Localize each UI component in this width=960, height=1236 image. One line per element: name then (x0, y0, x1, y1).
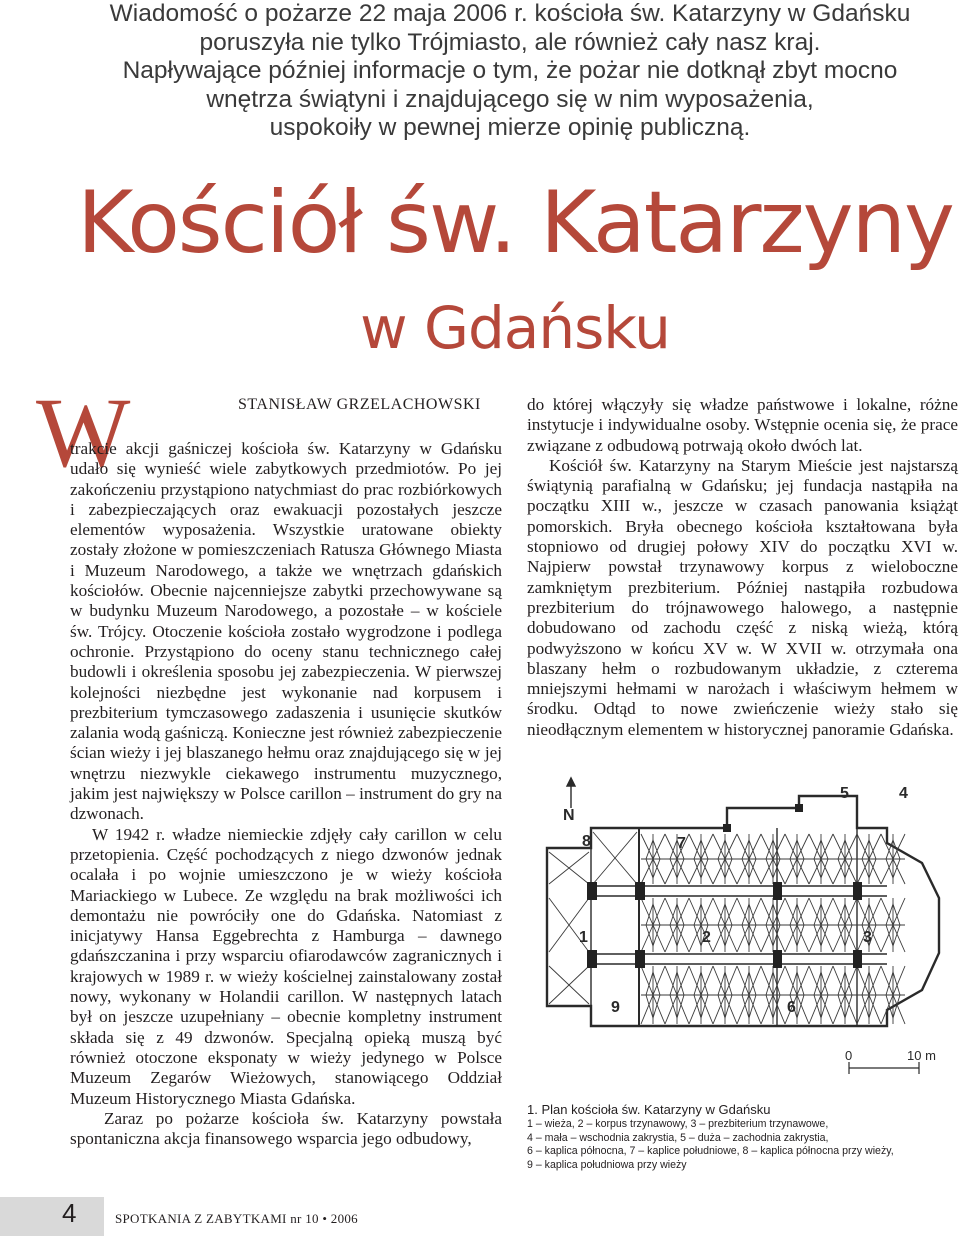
lead-line: wnętrza świątyni i znajdującego się w nim wyposażenia, (206, 85, 814, 113)
publication-name: SPOTKANIA Z ZABYTKAMI nr 10 • 2006 (115, 1211, 358, 1226)
plan-label-7: 7 (677, 835, 686, 852)
author-name: STANISŁAW GRZELACHOWSKI (238, 396, 481, 413)
drop-cap: W (36, 377, 131, 488)
caption-line: 4 – mała – wschodnia zakrystia, 5 – duża – zachodnia zakrystia, (527, 1131, 829, 1144)
caption-line: 6 – kaplica północna, 7 – kaplice południowe, 8 – kaplica północna przy wieży, (527, 1145, 894, 1157)
body-paragraph (70, 439, 502, 825)
left-column (70, 439, 502, 1149)
plan-label-5: 5 (840, 785, 849, 802)
caption-title: 1. Plan kościoła św. Katarzyny w Gdańsku (527, 1102, 771, 1117)
right-column (527, 395, 958, 740)
plan-label-1: 1 (579, 929, 588, 946)
body-paragraph: Zaraz po pożarze kościoła św. Katarzyny powstała spontaniczna akcja finansowego wsparcia jego odbudowy, (70, 1108, 502, 1149)
plan-label-6: 6 (787, 999, 796, 1016)
plan-label-4: 4 (899, 785, 908, 802)
lead-line: Wiadomość o pożarze 22 maja 2006 r. kościoła św. Katarzyny w Gdańsku (109, 0, 911, 27)
plan-label-3: 3 (863, 929, 872, 946)
caption-line: 1 – wieża, 2 – korpus trzynawowy, 3 – prezbiterium trzynawowe, (527, 1118, 829, 1130)
scale-end: 10 m (907, 1048, 936, 1063)
page-number: 4 (62, 1198, 77, 1228)
north-label: N (563, 807, 575, 824)
scale-start: 0 (845, 1048, 853, 1063)
paragraph-text: trakcie akcji gaśniczej kościoła św. Katarzyny w Gdańsku udało się wynieść wiele zabytkowych przedmiotów. Po jej zakończeniu przystąpiono natychmiast do prac rozbiórkowych i zabezpieczających oraz ewakuacji pozostałych jeszcze elementów wyposażenia. Wszystkie uratowane obiekty zostały złożone w pomieszczeniach Ratusza Głównego Miasta i Muzeum Narodowego, a także we wnętrzach gdańskich kościołów. Obecnie najcenniejsze zabytki przechowywane są w budynku Muzeum Narodowego, a pozostałe – w kościele św. Trójcy. Otoczenie kościoła zostało wygrodzone i podlega ochronie. Przystąpiono do oceny stanu technicznego całej budowli i określenia sposobu jej zabezpieczenia. W pierwszej kolejności niezbędne jest wykonanie nad korpusem i prezbiterium tymczasowego zadaszenia i usunięcie skutków zalania wodą gaśniczą. Konieczne jest również zabezpieczenie ścian wieży i jej blaszanego hełmu oraz znajdującego się w jej wnętrzu niezwykle ciekawego instrumentu muzycznego, jakim jest największy w Polsce carillon – instrument do gry na dzwonach. (70, 439, 502, 824)
body-paragraph: do której włączyły się władze państwowe i lokalne, różne instytucje i indywidualne osoby. Wstępnie ocenia się, że prace związane z odbudową potrwają około dwóch lat. (527, 395, 958, 455)
caption-line: 9 – kaplica południowa przy wieży (527, 1158, 687, 1171)
body-paragraph: W 1942 r. władze niemieckie zdjęły cały carillon w celu przetopienia. Część pochodzących z niego dzwonów jednak ocalała i po wojnie umieszczono je w wieży kościoła Mariackiego w Lubece. Ze względu na brak możliwości ich demontażu nie powróciły one do Gdańska. Natomiast z inicjatywy Hansa Eggebrechta z Hamburga – dawnego gdańszczanina i przy wsparciu ofiarodawców zagranicznych i krajowych w 1989 r. w wieży kościelnej zainstalowany został nowy, wykonany w Holandii carillon. W następnych latach był on jeszcze uzupełniany – obecnie kompletny instrument składa się z 49 dzwonów. Specjalną opieką muszą być również otoczone eksponaty w wieży jedynego w Polsce Muzeum Zegarów Wieżowych, stanowiącego Oddział Muzeum Historycznego Miasta Gdańska. (70, 824, 502, 1108)
article-title: Kościół św. Katarzyny (77, 173, 953, 273)
footer-bar (0, 1197, 104, 1236)
article-subtitle: w Gdańsku (360, 294, 670, 362)
lead-line: Napływające później informacje o tym, że pożar nie dotknął zbyt mocno (122, 57, 898, 84)
lead-line: uspokoiły w pewnej mierze opinię publiczną. (269, 114, 751, 141)
plan-label-9: 9 (611, 999, 620, 1016)
lead-paragraph (60, 0, 960, 143)
lead-line: poruszyła nie tylko Trójmiasto, ale również cały nasz kraj. (199, 28, 821, 56)
figure-caption (527, 1102, 958, 1172)
plan-label-8: 8 (582, 833, 591, 850)
plan-label-2: 2 (702, 929, 711, 946)
body-paragraph: Kościół św. Katarzyny na Starym Mieście jest najstarszą świątynią parafialną w Gdańsku; jej fundacja nastąpiła na początku XIII w., jeszcze w czasach panowania książąt pomorskich. Bryła obecnego kościoła kształtowana była stopniowo od drugiej połowy XIV do początku XVI w. Najpierw powstał trzynawowy korpus z wieloboczne zamkniętym prezbiterium. Później nastąpiła rozbudowa prezbiterium do trójnawowego halowego, a następnie dobudowano od zachodu część z niską wieżą, którą podwyższono w końcu XV w. W XVII w. otrzymała ona blaszany hełm o rozbudowanym układzie, z czterema mniejszymi hełmami w narożach i właściwym hełmem w środku. Odtąd to nowe zwieńczenie wieży stało się nieodłącznym elementem w historycznej panoramie Gdańska. (527, 455, 958, 739)
church-floor-plan (527, 768, 958, 1100)
floor-plan-drawing (527, 768, 958, 1100)
